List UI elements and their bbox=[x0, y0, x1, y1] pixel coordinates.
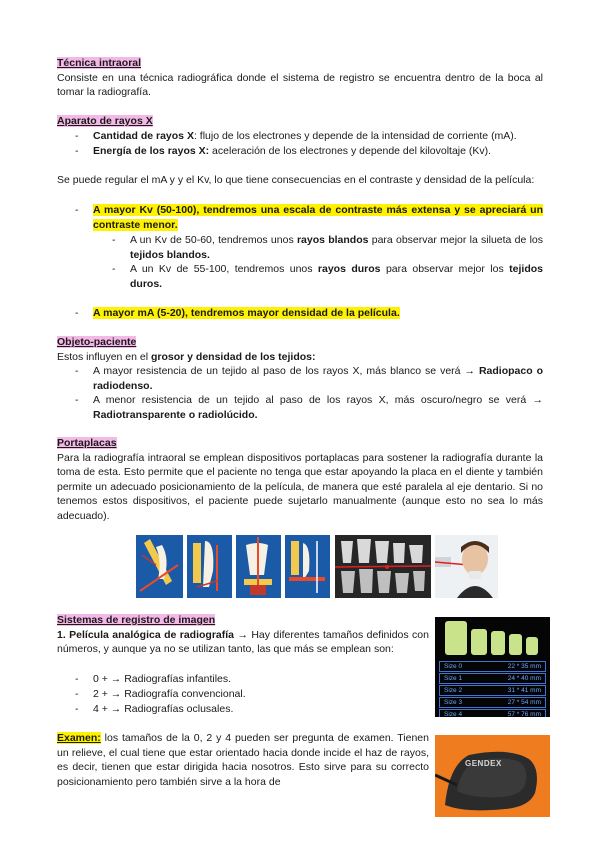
sensor-brand-text: GENDEX bbox=[465, 759, 502, 768]
positioning-diagram-image-4 bbox=[285, 535, 330, 598]
section-objeto-paciente bbox=[57, 335, 543, 364]
section-sistemas-registro bbox=[57, 613, 429, 657]
heading-tecnica-intraoral: Técnica intraoral bbox=[57, 57, 142, 69]
paragraph-regular-ma-kv: Se puede regular el mA y y el Kv, lo que tiene consecuencias en el contraste y densidad de la película: bbox=[57, 174, 535, 186]
size-row-3 bbox=[439, 697, 546, 708]
dental-xray-image bbox=[335, 535, 431, 598]
dash: - bbox=[75, 688, 79, 700]
bold-pelicula-analogica: 1. Película analógica de radiografía bbox=[57, 628, 235, 641]
size-row-4 bbox=[439, 709, 546, 717]
bold-rayos-blandos: rayos blandos bbox=[296, 234, 369, 246]
text: A mayor resistencia de un tejido al paso de los rayos X, más blanco se verá → bbox=[93, 365, 479, 377]
size-dim: 22 * 35 mm bbox=[507, 663, 541, 670]
dash: - bbox=[75, 145, 79, 157]
text-energia: aceleración de los electrones y depende del kilovoltaje (Kv). bbox=[209, 145, 492, 157]
size-row-0 bbox=[439, 661, 546, 672]
size-name: Size 1 bbox=[444, 675, 463, 682]
size-row-2 bbox=[439, 685, 546, 696]
sensor-graphic bbox=[435, 735, 550, 817]
size-dim: 31 * 41 mm bbox=[507, 687, 541, 694]
text: para observar mejor los bbox=[380, 263, 510, 275]
section-portaplacas bbox=[57, 436, 543, 523]
bold-radiopaco: Radiopaco o radiodenso. bbox=[93, 365, 543, 392]
heading-sistemas-registro: Sistemas de registro de imagen bbox=[57, 614, 216, 626]
text: para observar mejor la silueta de los bbox=[368, 234, 543, 246]
paragraph-tecnica-intraoral: Consiste en una técnica radiográfica donde el sistema de registro se encuentra dentro de la boca al tomar la radiografía. bbox=[57, 71, 543, 98]
text-cantidad: : flujo de los electrones y depende de la intensidad de corriente (mA). bbox=[193, 130, 517, 142]
heading-objeto-paciente: Objeto-paciente bbox=[57, 336, 137, 348]
section-aparato-rayos-x bbox=[57, 114, 543, 129]
text-examen: los tamaños de la 0, 2 y 4 pueden ser pregunta de examen. Tienen un relieve, el cual tiene que estar orientado hacia donde incide el haz de rayos, es decir, tienen que estar dirigida hacia nosotros. Esto sirve para su correcto posicionamiento pero también sirve a la hora de bbox=[57, 732, 429, 788]
text: A un Kv de 55-100, tendremos unos bbox=[130, 263, 318, 275]
highlight-mayor-kv bbox=[93, 203, 543, 232]
size-name: Size 2 bbox=[444, 687, 463, 694]
text: Estos influyen en el bbox=[57, 350, 151, 363]
dash: - bbox=[112, 263, 116, 275]
section-tecnica-intraoral bbox=[57, 56, 543, 100]
highlight-mayor-kv-text: A mayor Kv (50-100), tendremos una escala de contraste más extensa y se apreciará un contraste menor. bbox=[93, 204, 543, 231]
label-examen: Examen: bbox=[57, 732, 101, 744]
bold-grosor-densidad: grosor y densidad de los tejidos: bbox=[150, 350, 316, 363]
digital-sensor-photo bbox=[435, 735, 550, 817]
dash: - bbox=[75, 307, 79, 319]
highlight-mayor-ma-text: A mayor mA (5-20), tendremos mayor densidad de la película. bbox=[93, 307, 400, 319]
paragraph-portaplacas: Para la radiografía intraoral se emplean dispositivos portaplacas para sostener la radiografía durante la toma de esta. Esto permite que el paciente no tenga que estar apoyando la placa en el diente y también permite un adecuado posicionamiento de la película, de manera que esté paralela al eje dentario. Si no tenemos estos dispositivos, el paciente puede sujetarlo manualmente (aunque esto no sea lo más adecuado). bbox=[57, 451, 543, 522]
patient-positioning-photo bbox=[435, 535, 498, 598]
dash: - bbox=[75, 703, 79, 715]
film-sizes-image bbox=[435, 617, 550, 717]
list-item-size-0: 0 + → Radiografías infantiles. bbox=[93, 673, 232, 685]
heading-aparato-rayos-x: Aparato de rayos X bbox=[57, 115, 153, 127]
list-item-size-2: 2 + → Radiografía convencional. bbox=[93, 688, 246, 700]
size-dim: 24 * 40 mm bbox=[507, 675, 541, 682]
label-energia: Energía de los rayos X: bbox=[93, 145, 210, 157]
text-pelicula-analogica: → Hay diferentes tamaños definidos con números, y aunque ya no se utilizan tanto, las que más se emplean son: bbox=[57, 628, 429, 655]
size-dim: 27 * 54 mm bbox=[507, 699, 541, 706]
positioning-diagram-image-2 bbox=[187, 535, 232, 598]
positioning-diagram-image-3 bbox=[236, 535, 281, 598]
size-row-1 bbox=[439, 673, 546, 684]
sub-item-rayos-blandos bbox=[130, 233, 543, 262]
bold-tejidos-duros: tejidos duros. bbox=[130, 263, 543, 290]
paragraph-examen bbox=[57, 731, 429, 789]
size-dim: 57 * 76 mm bbox=[507, 711, 541, 717]
highlight-mayor-ma bbox=[93, 306, 543, 321]
heading-portaplacas: Portaplacas bbox=[57, 437, 117, 449]
list-item-size-4: 4 + → Radiografías oclusales. bbox=[93, 703, 234, 715]
label-cantidad: Cantidad de rayos X bbox=[93, 130, 194, 142]
positioning-diagram-image-1 bbox=[136, 535, 183, 598]
text: A un Kv de 50-60, tendremos unos bbox=[130, 234, 297, 246]
dash: - bbox=[75, 394, 79, 406]
size-name: Size 3 bbox=[444, 699, 463, 706]
bold-radiotransparente: Radiotransparente o radiolúcido. bbox=[93, 408, 258, 421]
list-item-energia bbox=[93, 144, 543, 159]
dash: - bbox=[112, 234, 116, 246]
dash: - bbox=[75, 673, 79, 685]
bold-tejidos-blandos: tejidos blandos. bbox=[130, 248, 210, 261]
text: A menor resistencia de un tejido al paso de los rayos X, más oscuro/negro se verá → bbox=[93, 394, 543, 406]
list-item-mayor-resistencia bbox=[93, 364, 543, 393]
size-name: Size 4 bbox=[444, 711, 463, 717]
film-sizes-graphic bbox=[435, 617, 550, 661]
list-item-menor-resistencia bbox=[93, 393, 543, 422]
list-item-cantidad bbox=[93, 129, 543, 144]
sub-item-rayos-duros bbox=[130, 262, 543, 291]
bold-rayos-duros: rayos duros bbox=[317, 263, 381, 275]
dash: - bbox=[75, 130, 79, 142]
dash: - bbox=[75, 365, 79, 377]
size-name: Size 0 bbox=[444, 663, 463, 670]
dash: - bbox=[75, 204, 79, 216]
